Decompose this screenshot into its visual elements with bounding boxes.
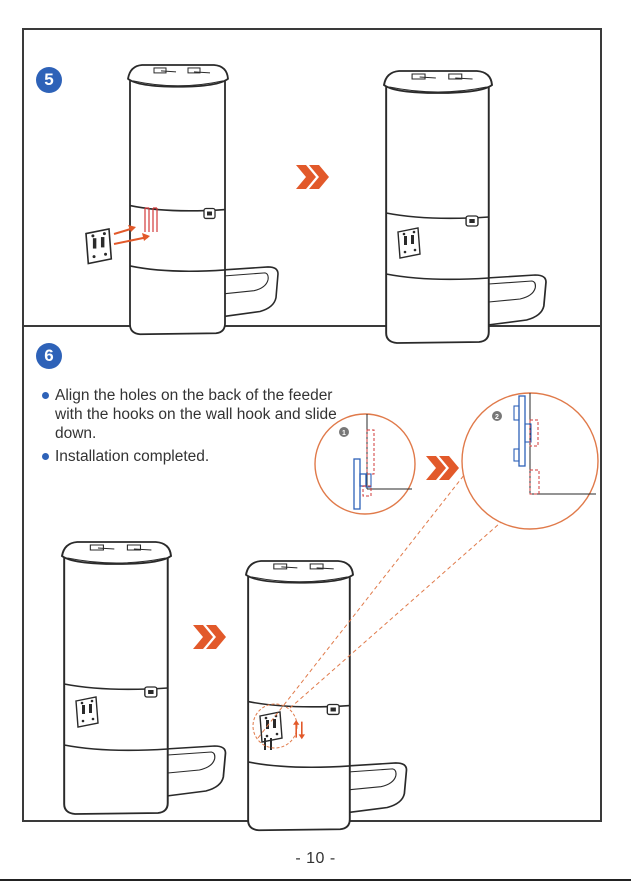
step-5-next-arrow-icon <box>296 165 329 189</box>
step-6-feeder-before <box>62 542 226 814</box>
page-number: - 10 - <box>295 850 336 867</box>
step-5-wall-plate <box>86 229 111 264</box>
step-5-feeder-after <box>384 71 546 343</box>
callout-2 <box>462 393 598 529</box>
step-6-plate-before <box>76 697 98 727</box>
callout-1-label: 1 <box>342 430 346 437</box>
instruction-text: Installation completed. <box>55 448 210 465</box>
instruction-text: Align the holes on the back of the feeder with the hooks on the wall hook and slide down. <box>55 387 337 442</box>
callout-next-arrow-icon <box>426 456 459 480</box>
callout-2-label: 2 <box>495 414 499 421</box>
callout-1 <box>315 414 415 514</box>
footer-rule <box>0 879 631 881</box>
step-5-feeder-before <box>128 65 278 334</box>
step-6-next-arrow-icon <box>193 625 226 649</box>
step-6-badge: 6 <box>36 343 62 369</box>
step-5-mounted-plate <box>398 228 420 258</box>
step-6-feeder-after <box>246 561 407 830</box>
step-6-plate-after <box>260 712 282 742</box>
step-5-badge: 5 <box>36 67 62 93</box>
